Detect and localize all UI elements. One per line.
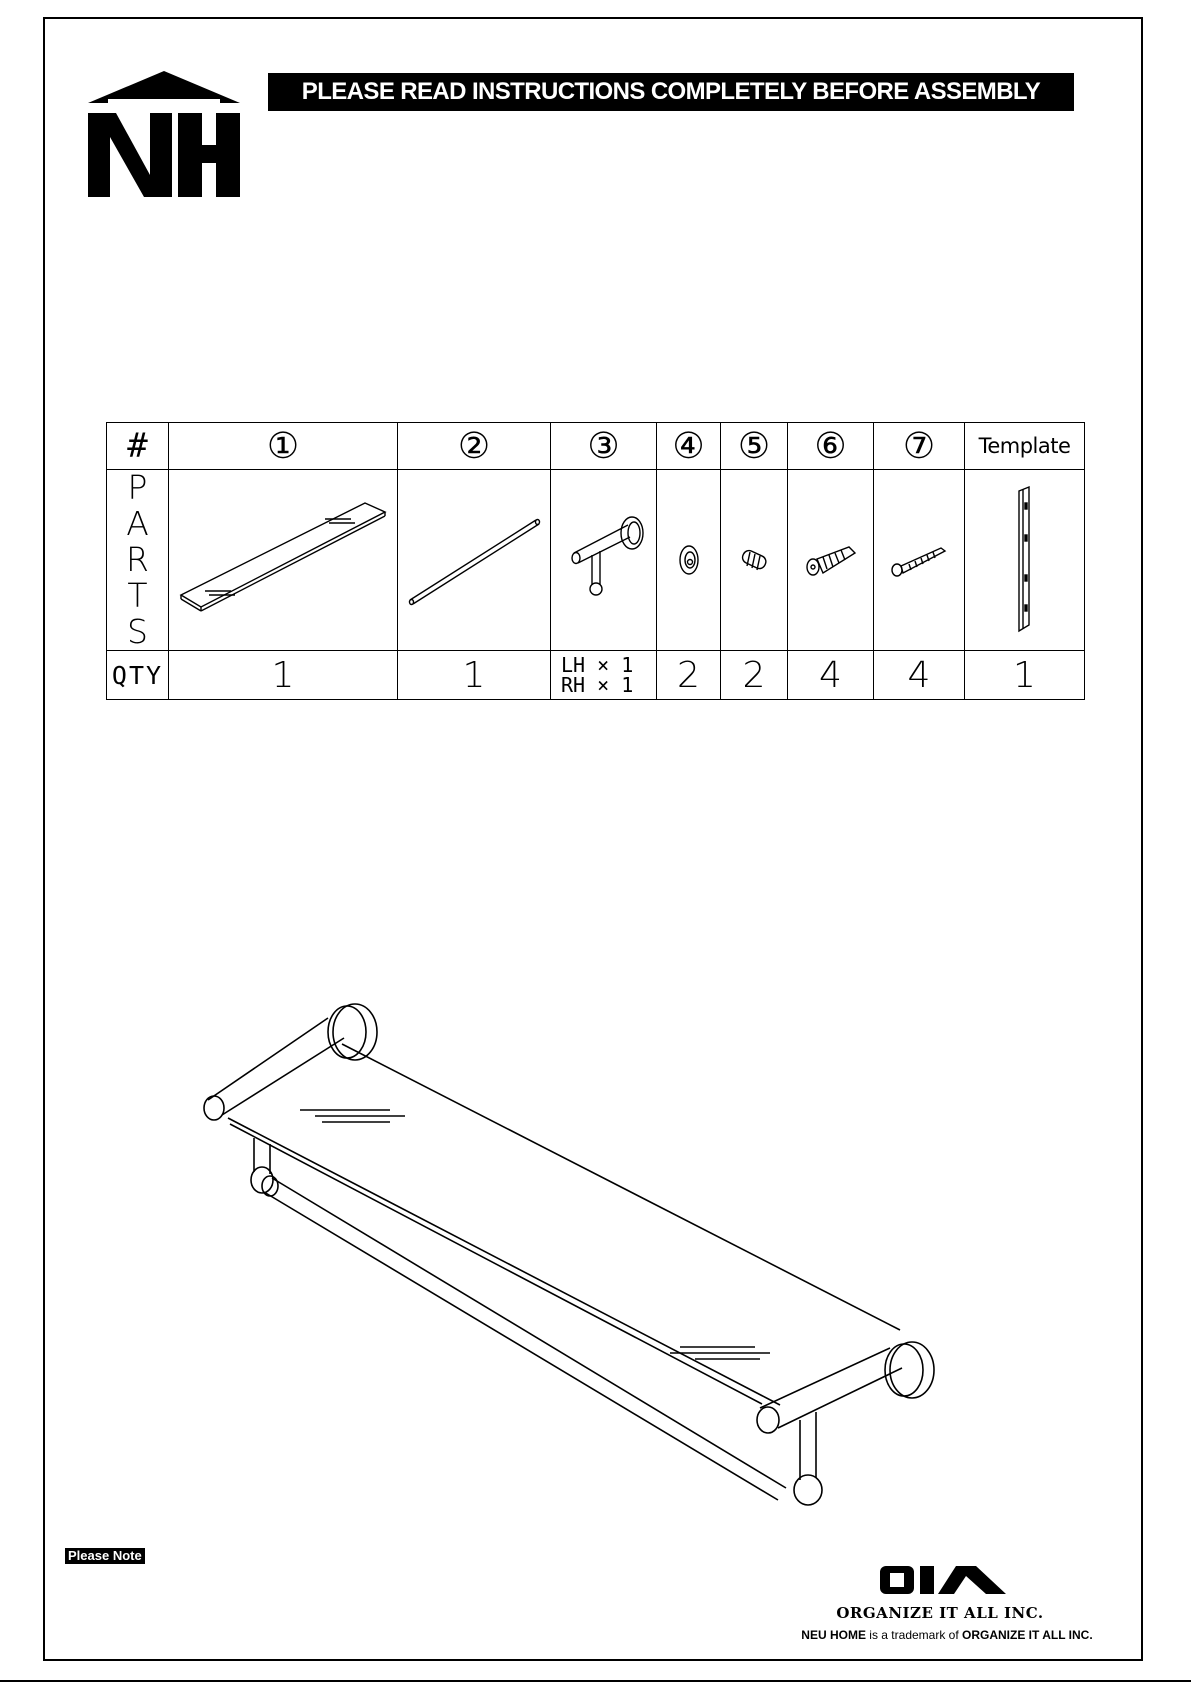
qty-3: LH × 1 RH × 1 [551,651,657,700]
part-image-3 [551,470,657,651]
qty-label: QTY [107,651,169,700]
part-image-template [965,470,1085,651]
qty-2: 1 [398,651,551,700]
qty-6: 4 [788,651,874,700]
qty-1: 1 [169,651,398,700]
trademark-owner: ORGANIZE IT ALL INC. [962,1628,1093,1642]
part-image-4 [657,470,721,651]
set-screw-cap-icon [669,535,709,585]
oia-logo [880,1564,1006,1596]
wall-anchor-icon [801,535,861,585]
part-image-6 [788,470,874,651]
parts-table [106,422,1085,700]
glass-shelf-icon [173,495,393,625]
screw-icon [887,538,951,582]
part-number-4: ④ [657,423,721,470]
mounting-template-icon [1005,485,1045,635]
trademark-notice [772,1628,1122,1642]
bottom-rule [0,1680,1191,1682]
trademark-middle: is a trademark of [865,1628,963,1642]
template-header: Template [965,423,1085,470]
part-number-6: ⑥ [788,423,874,470]
shelf-bracket-icon [554,505,654,615]
part-number-5: ⑤ [721,423,788,470]
please-note-label: Please Note [65,1548,145,1564]
instructions-banner: PLEASE READ INSTRUCTIONS COMPLETELY BEFORE ASSEMBLY [268,73,1074,111]
assembled-shelf-illustration [200,1000,960,1530]
parts-label: P A R T S [107,470,169,651]
part-number-3: ③ [551,423,657,470]
part-number-2: ② [398,423,551,470]
part-image-1 [169,470,398,651]
part-image-7 [874,470,965,651]
part-image-2 [398,470,551,651]
trademark-brand: NEU HOME [801,1628,866,1642]
towel-bar-icon [404,510,544,610]
company-name: ORGANIZE IT ALL INC. [836,1604,1044,1622]
qty-7: 4 [874,651,965,700]
part-image-5 [721,470,788,651]
hash-header: # [107,423,169,470]
part-number-1: ① [169,423,398,470]
part-number-7: ⑦ [874,423,965,470]
qty-4: 2 [657,651,721,700]
set-screw-icon [734,540,774,580]
neu-home-logo [88,71,240,197]
qty-template: 1 [965,651,1085,700]
qty-5: 2 [721,651,788,700]
